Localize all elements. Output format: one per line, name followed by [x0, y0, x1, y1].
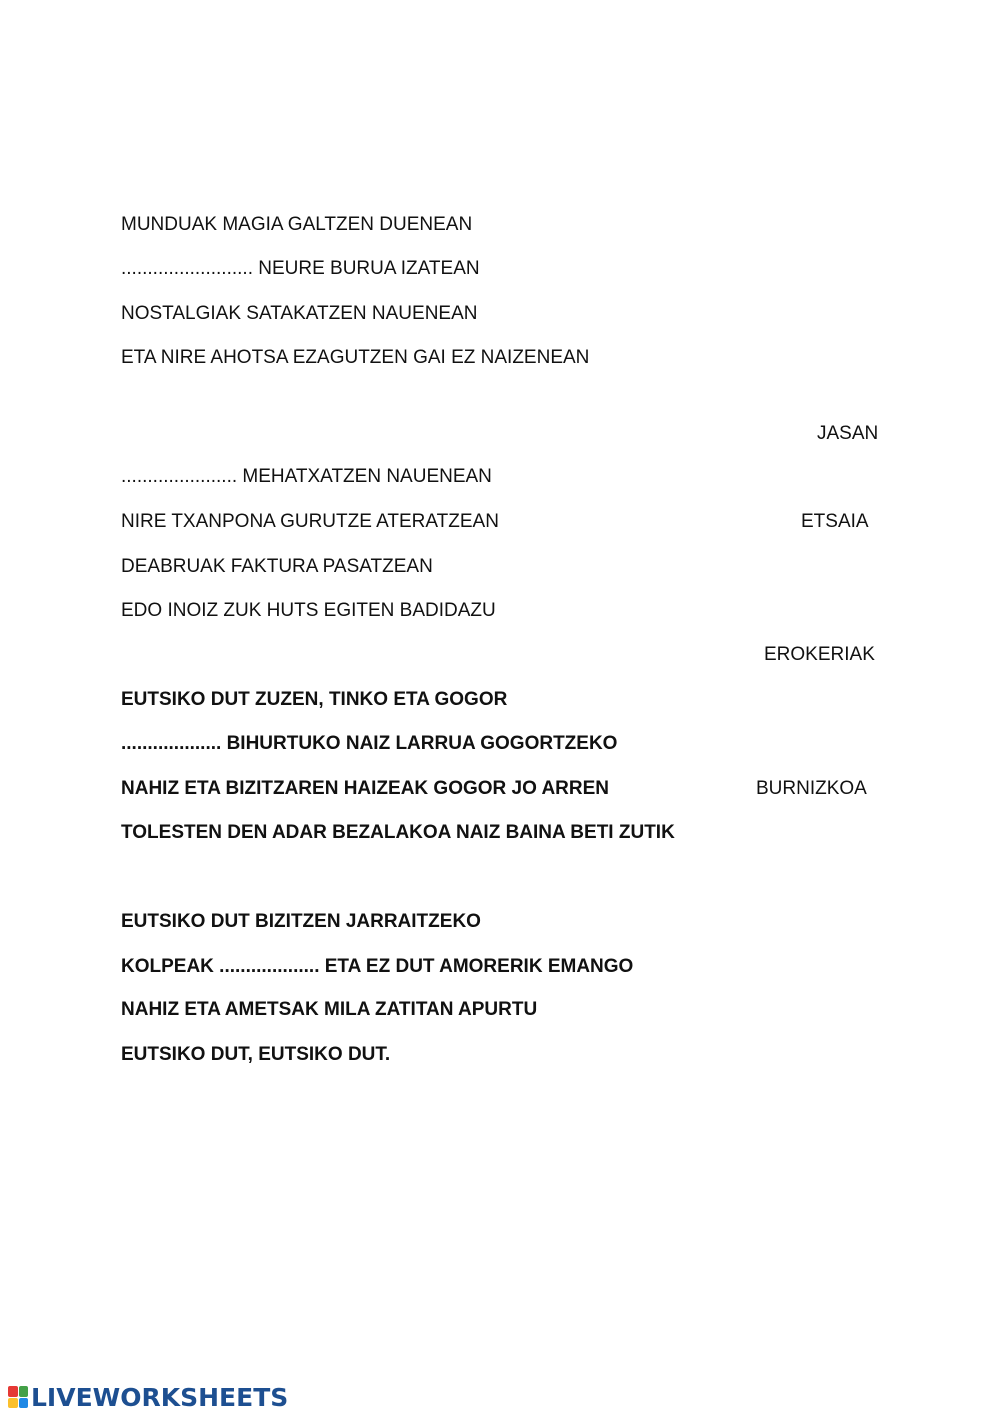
lyric-line-11: NAHIZ ETA BIZITZAREN HAIZEAK GOGOR JO ARREN — [121, 778, 610, 799]
word-bank-item[interactable]: EROKERIAK — [764, 644, 875, 665]
logo-text: LIVEWORKSHEETS — [31, 1382, 289, 1412]
word-bank-item[interactable]: ETSAIA — [801, 511, 869, 532]
lyric-line-5: ...................... MEHATXATZEN NAUENEAN — [121, 466, 492, 487]
lyric-line-14: KOLPEAK ................... ETA EZ DUT AMORERIK EMANGO — [121, 956, 634, 977]
lyric-line-6: NIRE TXANPONA GURUTZE ATERATZEAN — [121, 511, 499, 532]
lyric-line-2: ......................... NEURE BURUA IZATEAN — [121, 258, 480, 279]
lyric-line-15: NAHIZ ETA AMETSAK MILA ZATITAN APURTU — [121, 999, 538, 1020]
lyric-line-9: EUTSIKO DUT ZUZEN, TINKO ETA GOGOR — [121, 689, 508, 710]
word-bank-item[interactable]: JASAN — [817, 423, 879, 444]
lyric-line-13: EUTSIKO DUT BIZITZEN JARRAITZEKO — [121, 911, 481, 932]
lyric-line-16: EUTSIKO DUT, EUTSIKO DUT. — [121, 1044, 391, 1065]
word-bank-item[interactable]: BURNIZKOA — [756, 778, 867, 799]
lyric-line-10: ................... BIHURTUKO NAIZ LARRUA GOGORTZEKO — [121, 733, 618, 754]
lyric-line-1: MUNDUAK MAGIA GALTZEN DUENEAN — [121, 214, 473, 235]
lyric-line-4: ETA NIRE AHOTSA EZAGUTZEN GAI EZ NAIZENEAN — [121, 347, 590, 368]
lyric-line-7: DEABRUAK FAKTURA PASATZEAN — [121, 556, 433, 577]
lyric-line-12: TOLESTEN DEN ADAR BEZALAKOA NAIZ BAINA BETI ZUTIK — [121, 822, 675, 843]
lyric-line-3: NOSTALGIAK SATAKATZEN NAUENEAN — [121, 303, 478, 324]
lyric-line-8: EDO INOIZ ZUK HUTS EGITEN BADIDAZU — [121, 600, 496, 621]
liveworksheets-logo — [8, 1382, 288, 1412]
logo-blocks-icon — [8, 1386, 28, 1408]
